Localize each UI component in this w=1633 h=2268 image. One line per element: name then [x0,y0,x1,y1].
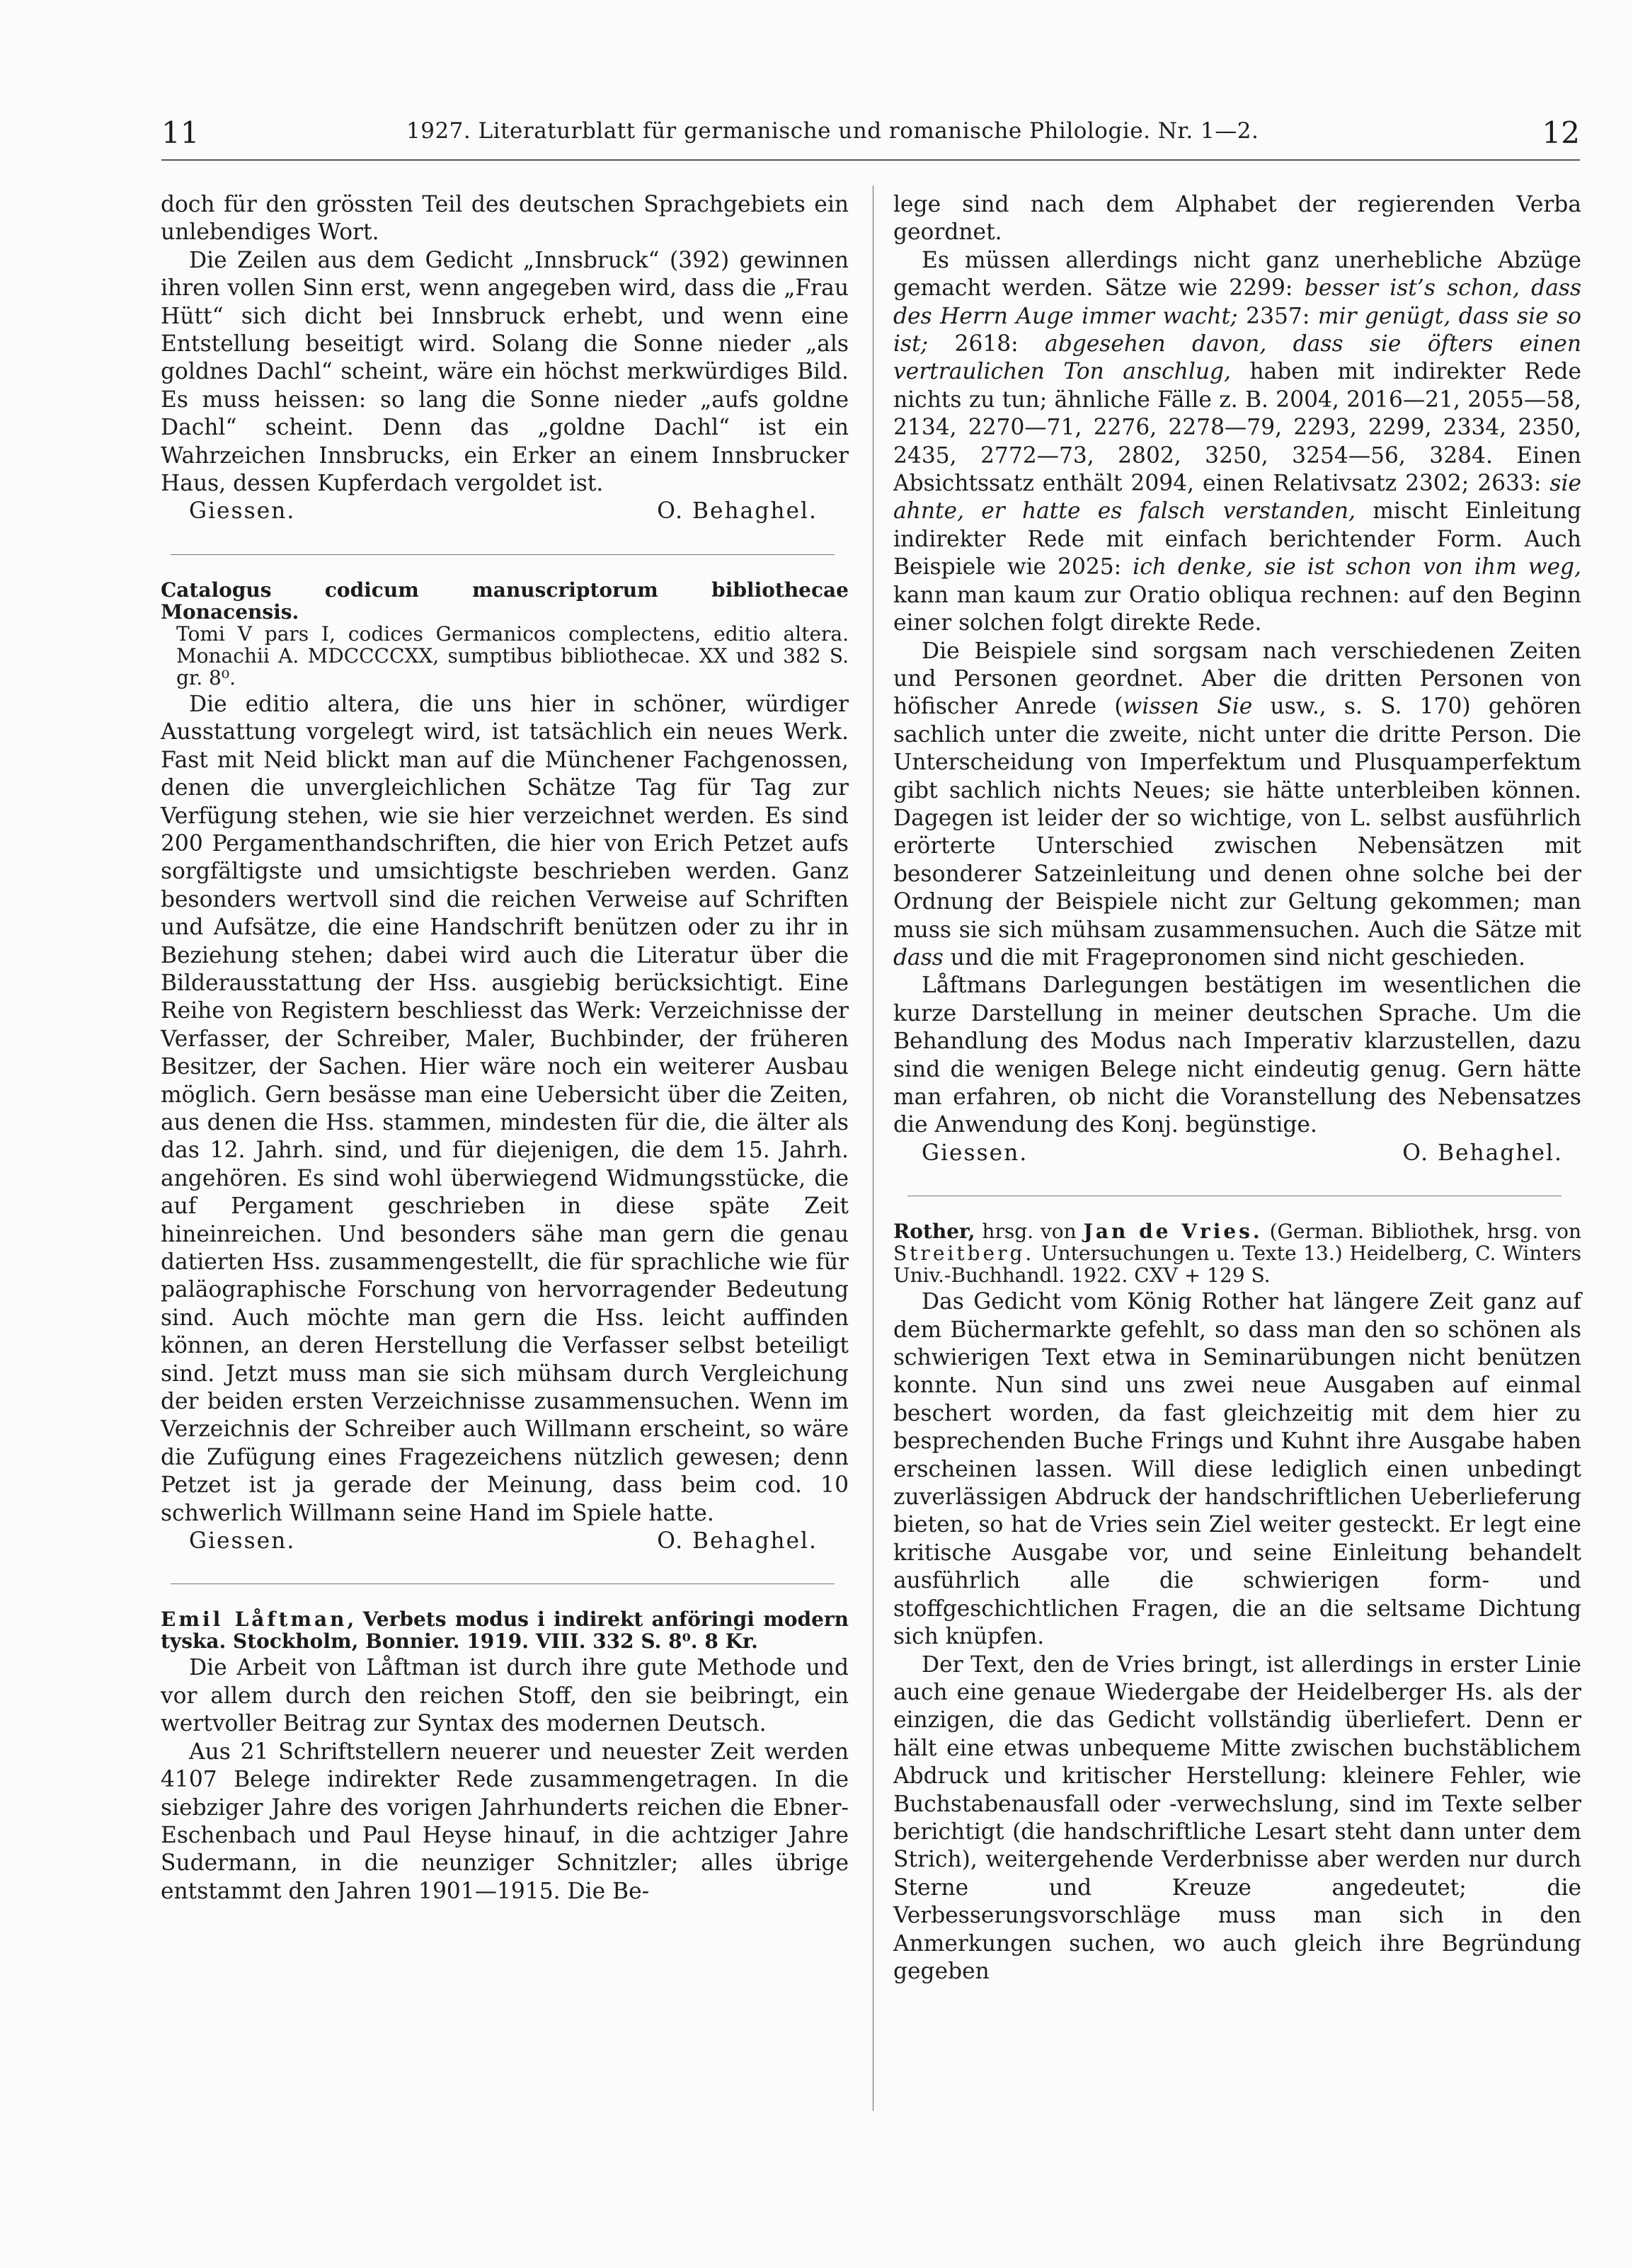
italic-example: wissen Sie [1123,694,1253,720]
italic-example: dass [893,944,944,970]
review-heading [161,579,849,689]
italic-example: besser ist’s schon, dass des Herrn Auge immer wacht; [893,275,1582,329]
paragraph: Die Arbeit von Låftman ist durch ihre gute Methode und vor allem durch den reichen Stoff, den sie beibringt, ein wertvoller Beitrag zur Syntax des modernen Deutsch. [161,1655,849,1737]
paragraph: doch für den grössten Teil des deutschen Sprachgebiets ein unlebendiges Wort. [161,192,849,246]
paragraph: Die Zeilen aus dem Gedicht „Innsbruck“ (392) gewinnen ihren vollen Sinn erst, wenn angegeben wird, dass die „Frau Hütt“ sich dicht bei Innsbruck erhebt, und wenn eine Entstellung beseitigt wird. Solang die Sonne nieder „als goldnes Dachl“ scheint, wäre ein höchst merkwürdiges Bild. Es muss heissen: so lang die Sonne nieder „aufs goldne Dachl“ scheint. Denn das „goldne Dachl“ ist ein Wahrzeichen Innsbrucks, ein Erker an einem Innsbrucker Haus, dessen Kupferdach vergoldet ist. [161,247,849,497]
page-number-left: 11 [161,115,200,150]
paragraph: Es müssen allerdings nicht ganz unerhebliche Abzüge gemacht werden. Sätze wie 2299: besser ist’s schon, dass des Herrn Auge immer wacht; 2357: mir genügt, dass sie so ist; 2618: abgesehen davon, dass sie öfters einen vertraulichen Ton anschlug, haben mit indirekter Rede nichts zu tun; ähnliche Fälle z. B. 2004, 2016—21, 2055—58, 2134, 2270—71, 2276, 2278—79, 2293, 2299, 2334, 2350, 2435, 2772—73, 2802, 3250, 3254—56, 3284. Einen Absichtssatz enthält 2094, einen Relativsatz 2302; 2633: sie ahnte, er hatte es falsch verstanden, mischt Einleitung indirekter Rede mit einfach berichtender Form. Auch Beispiele wie 2025: ich denke, sie ist schon von ihm weg, kann man kaum zur Oratio obliqua rechnen: auf den Beginn einer solchen folgt direkte Rede. [893,247,1582,636]
paragraph: Låftmans Darlegungen bestätigen im wesentlichen die kurze Darstellung in meiner deutschen Sprache. Um die Behandlung des Modus nach Imperativ klarzustellen, dazu sind die wenigen Belege nicht eindeutig genug. Gern hätte man erfahren, ob nicht die Voranstellung des Nebensatzes die Anwendung des Konj. begünstige. [893,973,1581,1138]
italic-example: ich denke, sie ist schon von ihm weg, [1133,554,1581,580]
signature-place: Giessen. [189,498,296,525]
review-title: Catalogus codicum manuscriptorum bibliothecae Monacensis. [161,578,849,624]
italic-example: mir genügt, dass sie so ist; [893,303,1581,357]
page-number-right: 12 [1542,115,1580,150]
review-heading: Rother, hrsg. von Jan de Vries. (German. Bibliothek, hrsg. von Streitberg. Untersuchungen u. Texte 13.) Heidelberg, C. Winters Univ.-Buchhandl. 1922. CXV + 129 S. [893,1220,1581,1288]
paragraph: Das Gedicht vom König Rother hat längere Zeit ganz auf dem Büchermarkte gefehlt, so dass man den so schönen als schwierigen Text etwa in Seminarübungen nicht benützen konnte. Nun sind uns zwei neue Ausgaben auf einmal beschert worden, da fast gleichzeitig mit dem hier zu besprechenden Buche Frings und Kuhnt ihre Ausgabe haben erscheinen lassen. Will diese lediglich einen unbedingt zuverlässigen Abdruck der handschriftlichen Ueberlieferung bieten, so hat de Vries sein Ziel weiter gesteckt. Er legt eine kritische Ausgabe vor, und seine Einleitung behandelt ausführlich alle die schwierigen form- und stoffgeschichtlichen Fragen, die an die seltsame Dichtung sich knüpfen. [893,1289,1581,1650]
signature-place: Giessen. [189,1528,296,1554]
signature-name: O. Behaghel. [657,498,818,525]
review-bibliography: Tomi V pars I, codices Germanicos complectens, editio altera. Monachii A. MDCCCCXX, sumptibus bibliothecae. XX und 382 S. gr. 8⁰. [176,622,849,689]
paragraph: Der Text, den de Vries bringt, ist allerdings in erster Linie auch eine genaue Wiedergabe der Heidelberger Hs. als der einzigen, die das Gedicht vollständig überliefert. Denn er hält eine etwas unbequeme Mitte zwischen buchstäblichem Abdruck und kritischer Herstellung: kleinere Fehler, wie Buchstabenausfall oder -verwechslung, sind im Texte selber berichtigt (die handschriftliche Lesart steht dann unter dem Strich), weitergehende Verderbnisse aber werden nur durch Sterne und Kreuze angedeutet; die Verbesserungsvorschläge muss man sich in den Anmerkungen suchen, wo auch gleich ihre Begründung gegeben [893,1651,1581,1984]
section-divider [171,1583,835,1584]
signature [161,498,849,525]
signature [161,1528,849,1555]
paragraph: Die Beispiele sind sorgsam nach verschiedenen Zeiten und Personen geordnet. Aber die dritten Personen von höfischer Anrede (wissen Sie usw., s. S. 170) gehören sachlich unter die zweite, nicht unter die dritte Person. Die Unterscheidung von Imperfektum und Plusquamperfektum gibt sachlich nichts Neues; sie hätte unterbleiben können. Dagegen ist leider der so wichtige, von L. selbst ausführlich erörterte Unterschied zwischen Nebensätzen mit besonderer Satzeinleitung und denen ohne solche bei der Ordnung der Beispiele nicht zur Geltung gekommen; man muss sie sich mühsam zusammensuchen. Auch die Sätze mit dass und die mit Fragepronomen sind nicht geschieden. [893,638,1581,970]
signature-place: Giessen. [922,1140,1028,1166]
review-editor: Jan de Vries. [1083,1220,1263,1244]
running-head [161,115,1580,161]
journal-title: 1927. Literaturblatt für germanische und romanische Philologie. Nr. 1—2. [406,118,1259,144]
paragraph: Die editio altera, die uns hier in schöner, würdiger Ausstattung vorgelegt wird, ist tatsächlich ein neues Werk. Fast mit Neid blickt man auf die Münchener Fachgenossen, denen die unvergleichlichen Schätze Tag für Tag zur Verfügung stehen, wie sie hier verzeichnet werden. Es sind 200 Pergamenthandschriften, die hier von Erich Petzet aufs sorgfältigste und umsichtigste beschrieben werden. Ganz besonders wertvoll sind die reichen Verweise auf Schriften und Aufsätze, die eine Handschrift benützen oder zu ihr in Beziehung stehen; dabei wird auch die Literatur über die Bilderausstattung der Hss. ausgiebig berücksichtigt. Eine Reihe von Registern beschliesst das Werk: Verzeichnisse der Verfasser, der Schreiber, Maler, Buchbinder, der früheren Besitzer, der Sachen. Hier wäre noch ein weiterer Ausbau möglich. Gern besässe man eine Uebersicht über die Zeiten, aus denen die Hss. stammen, mindesten für die, die älter als das 12. Jahrh. sind, und für diejenigen, die dem 15. Jahrh. angehören. Es sind wohl überwiegend Widmungsstücke, die auf Pergament geschrieben in diese späte Zeit hineinreichen. Und besonders sähe man gern die genau datierten Hss. zusammengestellt, die für sprachliche wie für paläographische Forschung von hervorragender Bedeutung sind. Auch möchte man gern die Hss. leicht auffinden können, an deren Herstellung die Verfasser selbst beteiligt sind. Jetzt muss man sie sich mühsam durch Vergleichung der beiden ersten Verzeichnisse zusammensuchen. Wenn im Verzeichnis der Schreiber auch Willmann erscheint, so wäre die Zufügung eines Fragezeichens nützlich gewesen; denn Petzet ist ja gerade der Meinung, dass beim cod. 10 schwerlich Willmann seine Hand im Spiele hatte. [161,691,849,1526]
signature-name: O. Behaghel. [1402,1140,1563,1166]
paragraph: lege sind nach dem Alphabet der regierenden Verba geordnet. [893,192,1581,246]
italic-example: abgesehen davon, dass sie öfters einen vertraulichen Ton anschlug, [893,331,1581,385]
review-title: , Verbets modus i indirekt anföringi modern tyska. Stockholm, Bonnier. 1919. VIII. 332 S. 8⁰. 8 Kr. [161,1608,849,1654]
signature [893,1140,1581,1167]
signature-name: O. Behaghel. [657,1528,818,1554]
italic-example: sie ahnte, er hatte es falsch verstanden, [893,471,1581,525]
review-author: Emil Låftman [161,1608,348,1632]
left-column [161,191,849,1906]
review-heading [161,1608,849,1652]
paragraph: Aus 21 Schriftstellern neuerer und neuester Zeit werden 4107 Belege indirekter Rede zusammengetragen. In die siebziger Jahre des vorigen Jahrhunderts reichen die Ebner-Eschenbach und Paul Heyse hinauf, in die achtziger Jahre Sudermann, in die neunziger Schnitzler; alles übrige entstammt den Jahren 1901—1915. Die Be- [161,1739,849,1904]
series-editor: Streitberg. [893,1242,1035,1266]
review-title: Rother, [893,1220,975,1244]
section-divider [171,554,835,555]
right-column [893,191,1581,1986]
